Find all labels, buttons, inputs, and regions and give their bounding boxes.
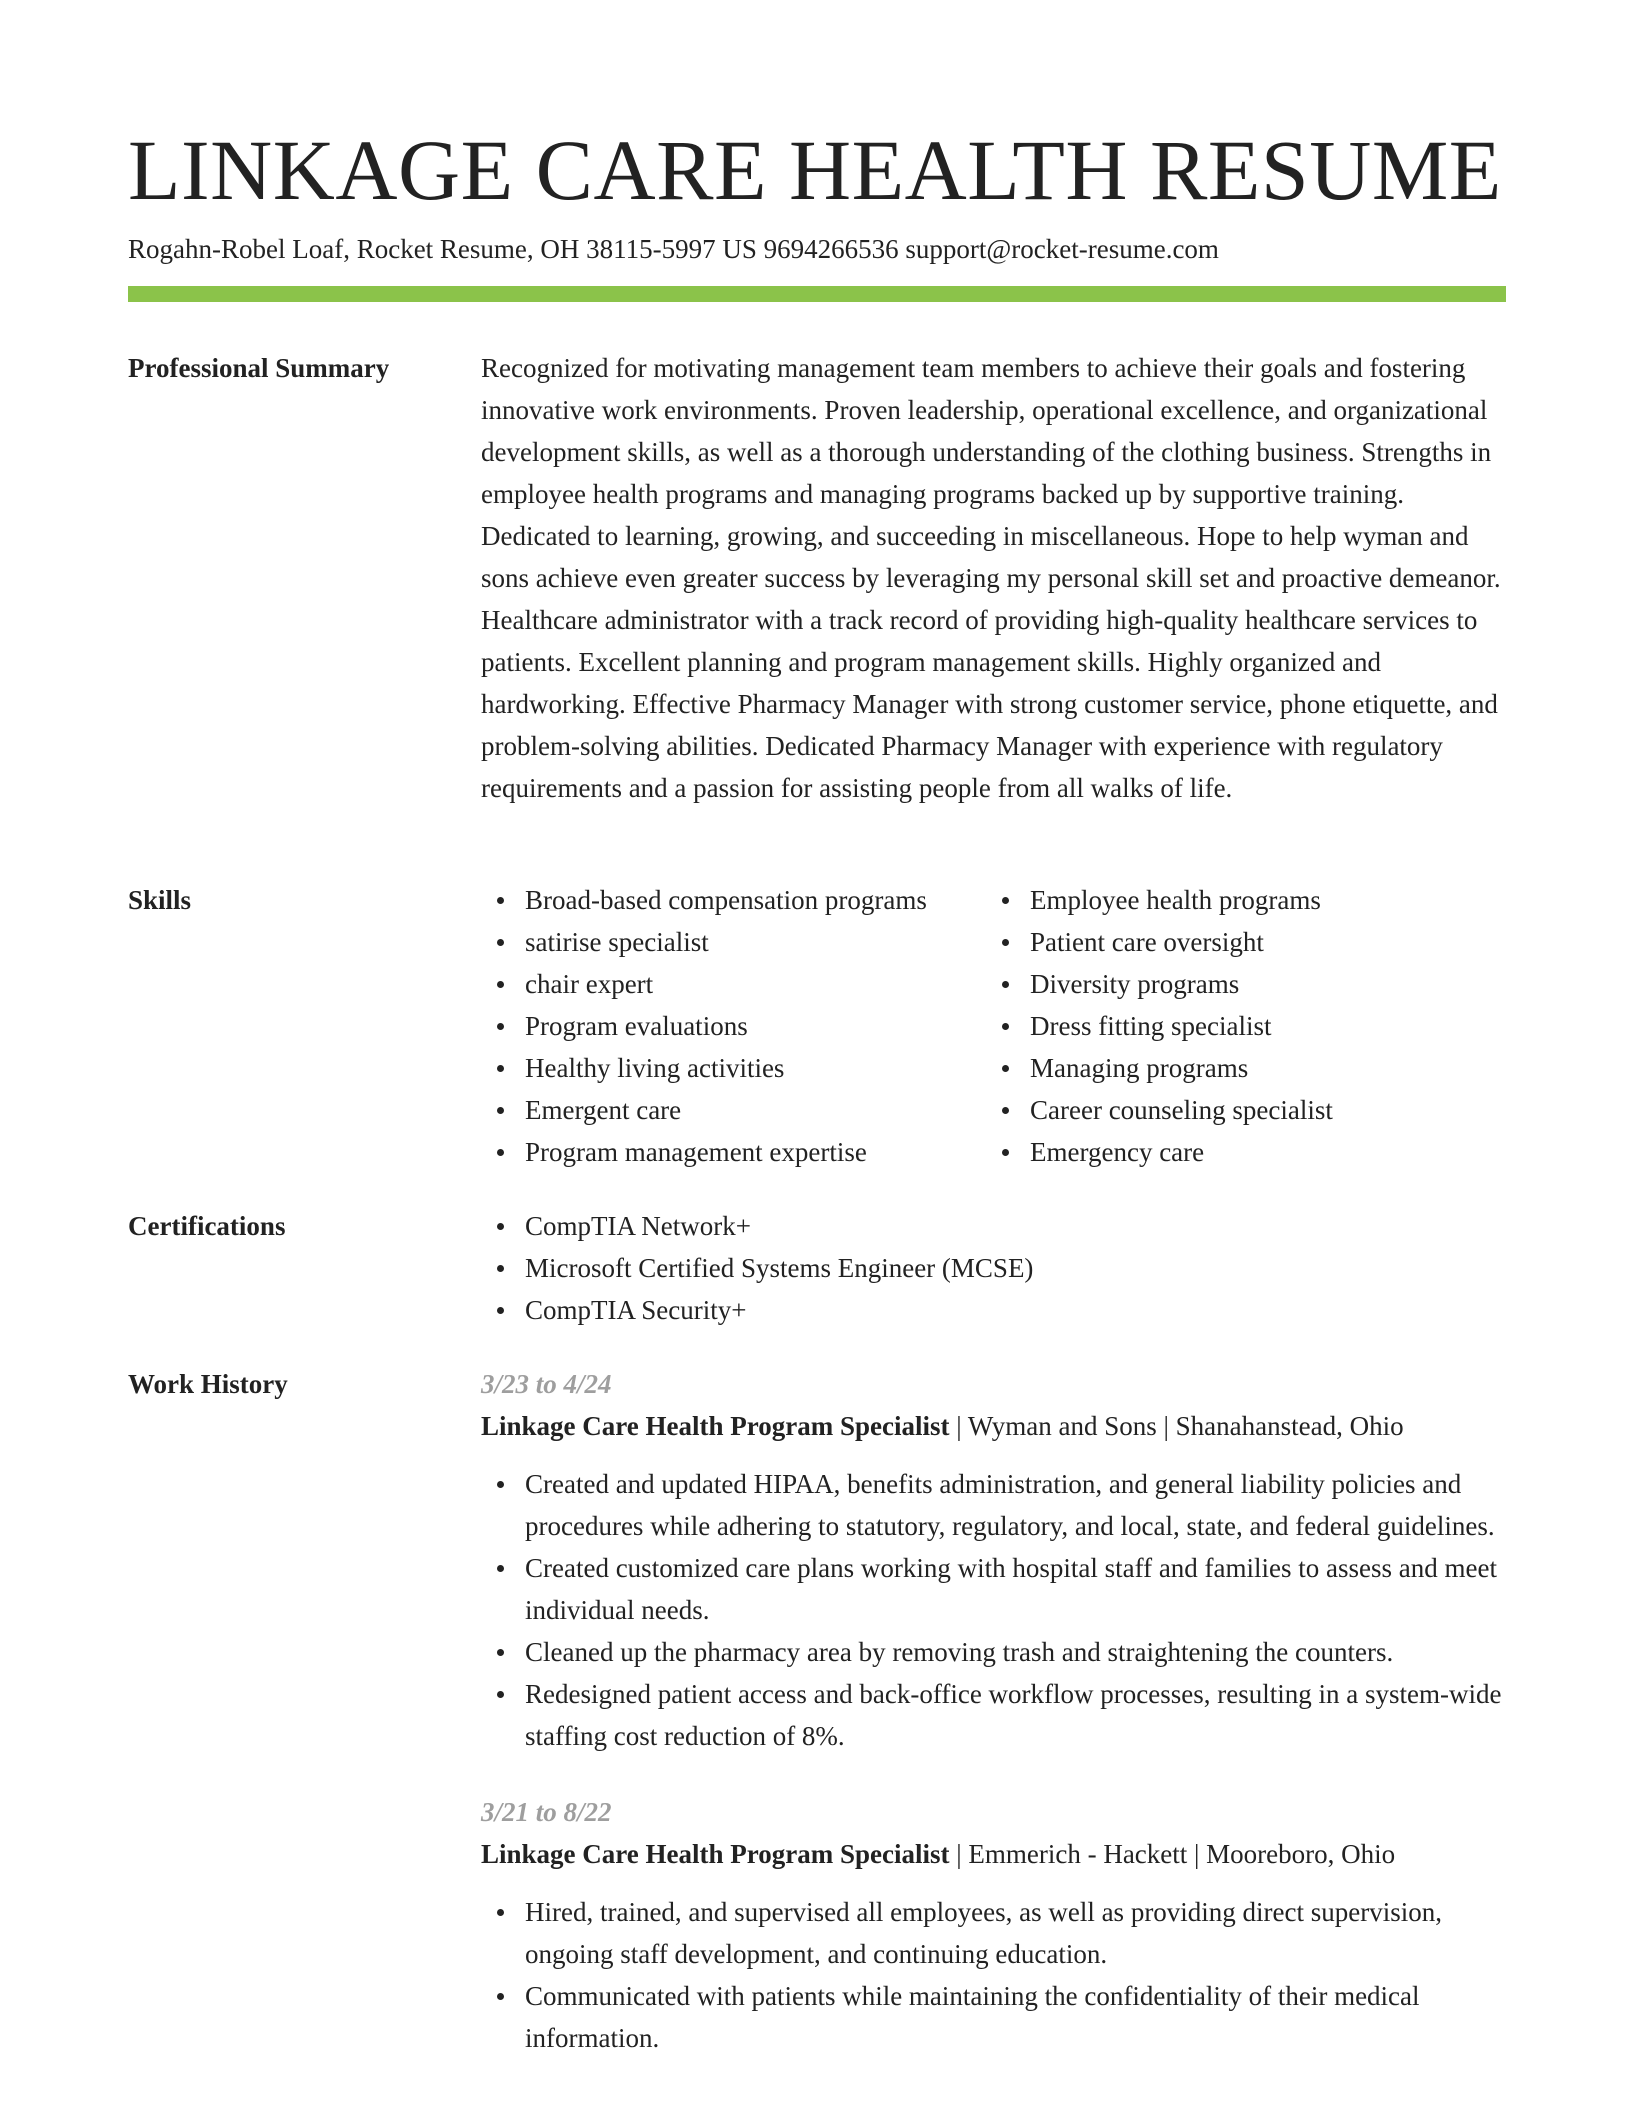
skill-item: Healthy living activities xyxy=(481,1047,986,1089)
skills-content xyxy=(481,879,1506,1173)
skill-item: Dress fitting specialist xyxy=(986,1005,1491,1047)
skill-item: chair expert xyxy=(481,963,986,1005)
summary-label: Professional Summary xyxy=(128,353,390,383)
job-date: 3/21 to 8/22 xyxy=(481,1797,612,1827)
job-bullet: Created and updated HIPAA, benefits administration, and general liability policies and procedures while adhering to statutory, regulatory, and local, state, and federal guidelines. xyxy=(481,1463,1506,1547)
job-date: 3/23 to 4/24 xyxy=(481,1369,612,1399)
job-bullet: Redesigned patient access and back-office workflow processes, resulting in a system-wide staffing cost reduction of 8%. xyxy=(481,1673,1506,1757)
resume-title: LINKAGE CARE HEALTH RESUME xyxy=(128,122,1502,218)
skills-column-right xyxy=(986,879,1491,1173)
skill-item: Diversity programs xyxy=(986,963,1491,1005)
job-bullet: Created customized care plans working with hospital staff and families to assess and meet individual needs. xyxy=(481,1547,1506,1631)
skills-label: Skills xyxy=(128,885,192,915)
job-entry xyxy=(481,1791,1506,2059)
skill-item: Patient care oversight xyxy=(986,921,1491,963)
skill-item: Career counseling specialist xyxy=(986,1089,1491,1131)
job-bullet: Hired, trained, and supervised all employees, as well as providing direct supervision, ongoing staff development, and continuing education. xyxy=(481,1891,1506,1975)
work-history-label: Work History xyxy=(128,1369,288,1399)
skill-item: Program evaluations xyxy=(481,1005,986,1047)
job-bullet: Communicated with patients while maintaining the confidentiality of their medical information. xyxy=(481,1975,1506,2059)
contact-line: Rogahn-Robel Loaf, Rocket Resume, OH 38115-5997 US 9694266536 support@rocket-resume.com xyxy=(128,234,1219,264)
skill-item: satirise specialist xyxy=(481,921,986,963)
skill-item: Broad-based compensation programs xyxy=(481,879,986,921)
job-bullet: Cleaned up the pharmacy area by removing trash and straightening the counters. xyxy=(481,1631,1506,1673)
summary-text: Recognized for motivating management team members to achieve their goals and fostering innovative work environments. Proven leadership, operational excellence, and organizational development skills, as well as a thorough understanding of the clothing business. Strengths in employee health programs and managing programs backed up by supportive training. Dedicated to learning, growing, and succeeding in miscellaneous. Hope to help wyman and sons achieve even greater success by leveraging my personal skill set and proactive demeanor. Healthcare administrator with a track record of providing high-quality healthcare services to patients. Excellent planning and program management skills. Highly organized and hardworking. Effective Pharmacy Manager with strong customer service, phone etiquette, and problem-solving abilities. Dedicated Pharmacy Manager with experience with regulatory requirements and a passion for assisting people from all walks of life. xyxy=(481,353,1501,803)
job-title: Linkage Care Health Program Specialist xyxy=(481,1411,950,1441)
skill-item: Program management expertise xyxy=(481,1131,986,1173)
skills-column-left xyxy=(481,879,986,1173)
certifications-label: Certifications xyxy=(128,1211,286,1241)
job-title: Linkage Care Health Program Specialist xyxy=(481,1839,950,1869)
certification-item: CompTIA Security+ xyxy=(481,1289,1506,1331)
work-history-content xyxy=(481,1363,1506,2075)
skill-item: Emergency care xyxy=(986,1131,1491,1173)
job-details: | Wyman and Sons | Shanahanstead, Ohio xyxy=(949,1411,1404,1441)
job-heading xyxy=(481,1405,1506,1447)
job-heading xyxy=(481,1833,1506,1875)
skill-item: Emergent care xyxy=(481,1089,986,1131)
skill-item: Employee health programs xyxy=(986,879,1491,921)
job-details: | Emmerich - Hackett | Mooreboro, Ohio xyxy=(949,1839,1396,1869)
accent-divider xyxy=(128,286,1506,302)
skill-item: Managing programs xyxy=(986,1047,1491,1089)
job-entry xyxy=(481,1363,1506,1757)
certifications-content xyxy=(481,1205,1506,1331)
summary-content xyxy=(481,347,1506,809)
certification-item: Microsoft Certified Systems Engineer (MCSE) xyxy=(481,1247,1506,1289)
certification-item: CompTIA Network+ xyxy=(481,1205,1506,1247)
